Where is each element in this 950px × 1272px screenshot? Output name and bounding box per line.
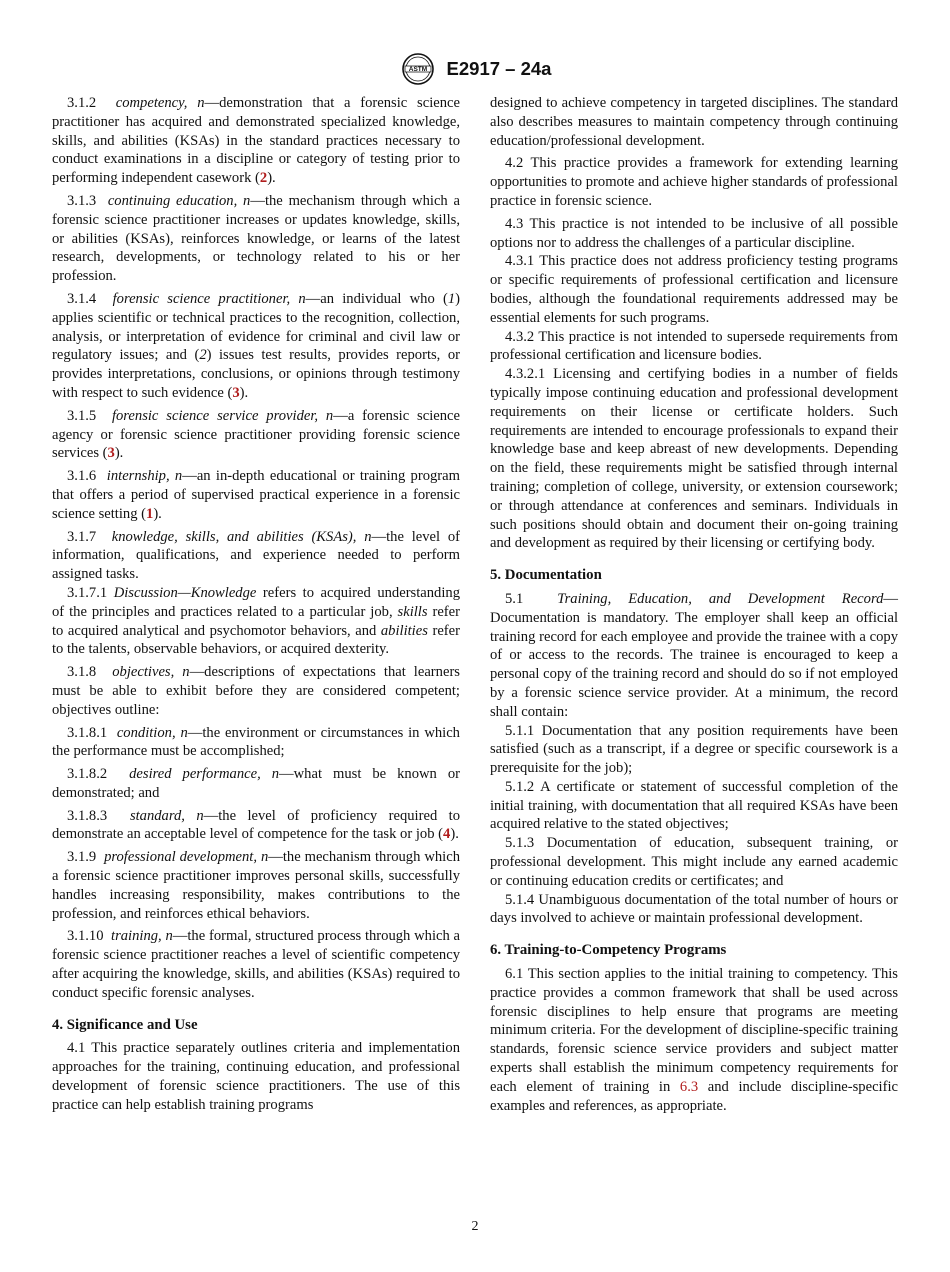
paragraph-4-3-2: 4.3.2 This practice is not intended to supersede requirements from professional certification and licensure bodies.	[490, 328, 898, 364]
paragraph-5-1-3: 5.1.3 Documentation of education, subsequent training, or professional development. This might include any earned academic or continuing education credits or certificates; and	[490, 835, 898, 889]
section-4-heading: 4. Significance and Use	[52, 1016, 198, 1033]
left-column	[52, 94, 460, 1119]
paragraph-4-3: 4.3 This practice is not intended to be inclusive of all possible options nor to address the challenges of a particular discipline.	[490, 215, 898, 251]
definition-3-1-8-1: 3.1.8.1 condition, n—the environment or circumstances in which the performance must be accomplished;	[52, 724, 460, 760]
paragraph-4-1-continued: designed to achieve competency in targeted disciplines. The standard also describes measures to maintain competency through continuing education/professional development.	[490, 95, 898, 149]
page-number: 2	[471, 1219, 479, 1234]
definition-3-1-4: 3.1.4 forensic science practitioner, n—an individual who (1) applies scientific or technical practices to the recognition, collection, analysis, or interpretation of evidence for criminal and civil law or regulatory issues; and (2) issues test results, provides reports, or provides interpretations, conclusions, or opinions through testimony with respect to such evidence (3).	[52, 290, 460, 401]
reference-link[interactable]: 1	[146, 505, 154, 522]
reference-link[interactable]: 4	[443, 826, 451, 843]
paragraph-4-3-2-1: 4.3.2.1 Licensing and certifying bodies in a number of fields typically impose continuing education and professional development requirements on their license or certificate holders. Such requirements are intended to encourage professionals to expand their knowledge base and keep abreast of new developments. Depending on the field, these requirements might be satisfied through internal training; completion of college, university, or extension coursework; or through attendance at conferences and seminars. Individuals in such positions should obtain and document their on-going training and development as required by their licensing or certifying body.	[490, 366, 898, 552]
definition-3-1-8: 3.1.8 objectives, n—descriptions of expectations that learners must be able to exhibit before they are considered competent; objectives outline:	[52, 664, 460, 718]
page-header	[0, 52, 950, 86]
section-6-3-link[interactable]: 6.3	[679, 1078, 699, 1095]
document-designation: E2917 – 24a	[446, 58, 552, 79]
paragraph-4-2: 4.2 This practice provides a framework for extending learning opportunities to promote and achieve higher standards of professional practice in forensic science.	[490, 155, 898, 209]
section-6-heading: 6. Training-to-Competency Programs	[490, 942, 727, 959]
reference-link[interactable]: 3	[232, 384, 240, 401]
discussion-3-1-7-1: 3.1.7.1 Discussion—Knowledge refers to acquired understanding of the principles and practices related to a particular job, skills refer to acquired analytical and psychomotor behaviors, and abilities refer to the talents, observable behaviors, or acquired dexterity.	[52, 584, 461, 658]
definition-3-1-6: 3.1.6 internship, n—an in-depth educational or training program that offers a period of supervised practical experience in a forensic science setting (1).	[52, 468, 460, 522]
definition-3-1-10: 3.1.10 training, n—the formal, structured process through which a forensic science practitioner reaches a level of scientific competency after acquiring the knowledge, skills, and abilities (KSAs) required to conduct specific forensic analyses.	[52, 928, 461, 1001]
svg-text:ASTM: ASTM	[408, 66, 427, 74]
right-column	[490, 94, 898, 1119]
definition-3-1-5: 3.1.5 forensic science service provider, n—a forensic science agency or forensic science practitioner providing forensic science services (3).	[52, 407, 460, 462]
reference-link[interactable]: 2	[259, 170, 268, 187]
definition-3-1-2: 3.1.2 competency, n—demonstration that a forensic science practitioner has acquired and demonstrated specialized knowledge, skills, and abilities (KSAs) in the standard practices necessary to conduct examinations in a discipline or category of testing prior to performing independent casework (2).	[52, 95, 460, 187]
reference-link[interactable]: 3	[107, 445, 115, 462]
definition-3-1-3: 3.1.3 continuing education, n—the mechanism through which a forensic science practitioner increases or updates knowledge, skills, or abilities (KSAs), reinforces knowledge, or learns of the latest research, developments, or technology related to his or her profession.	[52, 192, 460, 285]
section-5-heading: 5. Documentation	[490, 567, 602, 584]
paragraph-4-1: 4.1 This practice separately outlines criteria and implementation approaches for the training, continuing education, and professional development of forensic science practitioners. The use of this practice can help establish training programs	[52, 1040, 460, 1113]
paragraph-5-1-2: 5.1.2 A certificate or statement of successful completion of the initial training, with documentation that all required KSAs have been acquired relative to the stated objectives;	[490, 778, 898, 833]
paragraph-5-1-4: 5.1.4 Unambiguous documentation of the total number of hours or days involved to achieve or maintain professional development.	[490, 891, 898, 927]
definition-3-1-8-2: 3.1.8.2 desired performance, n—what must be known or demonstrated; and	[52, 766, 461, 801]
paragraph-6-1: 6.1 This section applies to the initial training to competency. This practice provides a common framework that shall be used across forensic disciplines to help ensure that programs are meeting minimum criteria. For the development of discipline-specific training standards, forensic science service providers and subject matter experts shall establish the minimum competency requirements for each element of training in 6.3 and include discipline-specific examples and references, as appropriate.	[490, 966, 899, 1114]
definition-3-1-7: 3.1.7 knowledge, skills, and abilities (KSAs), n—the level of information, qualifications, and experience needed to perform assigned tasks.	[52, 528, 460, 583]
paragraph-4-3-1: 4.3.1 This practice does not address proficiency testing programs or specific requirements of professional certification and licensure bodies, although the foundational requirements addressed may be essential elements for such programs.	[490, 253, 898, 326]
definition-3-1-9: 3.1.9 professional development, n—the mechanism through which a forensic science practitioner improves personal skills, successfully handles increasing responsibility, makes contributions to the profession, and reinforces ethical behaviors.	[52, 849, 460, 922]
astm-logo-icon	[399, 52, 437, 86]
definition-3-1-8-3: 3.1.8.3 standard, n—the level of proficiency required to demonstrate an acceptable level of competence for the task or job (4).	[52, 807, 460, 843]
paragraph-5-1: 5.1 Training, Education, and Development Record—Documentation is mandatory. The employer shall keep an official training record for each employee and provide the trainee with a copy of or access to the records. The trainee is encouraged to keep a personal copy of the training record and should do so if not employed by a forensic science service provider. At a minimum, the record shall contain:	[490, 590, 898, 720]
paragraph-5-1-1: 5.1.1 Documentation that any position requirements have been satisfied (such as a transcript, if a degree or specific coursework is a prerequisite for the job);	[490, 722, 898, 777]
